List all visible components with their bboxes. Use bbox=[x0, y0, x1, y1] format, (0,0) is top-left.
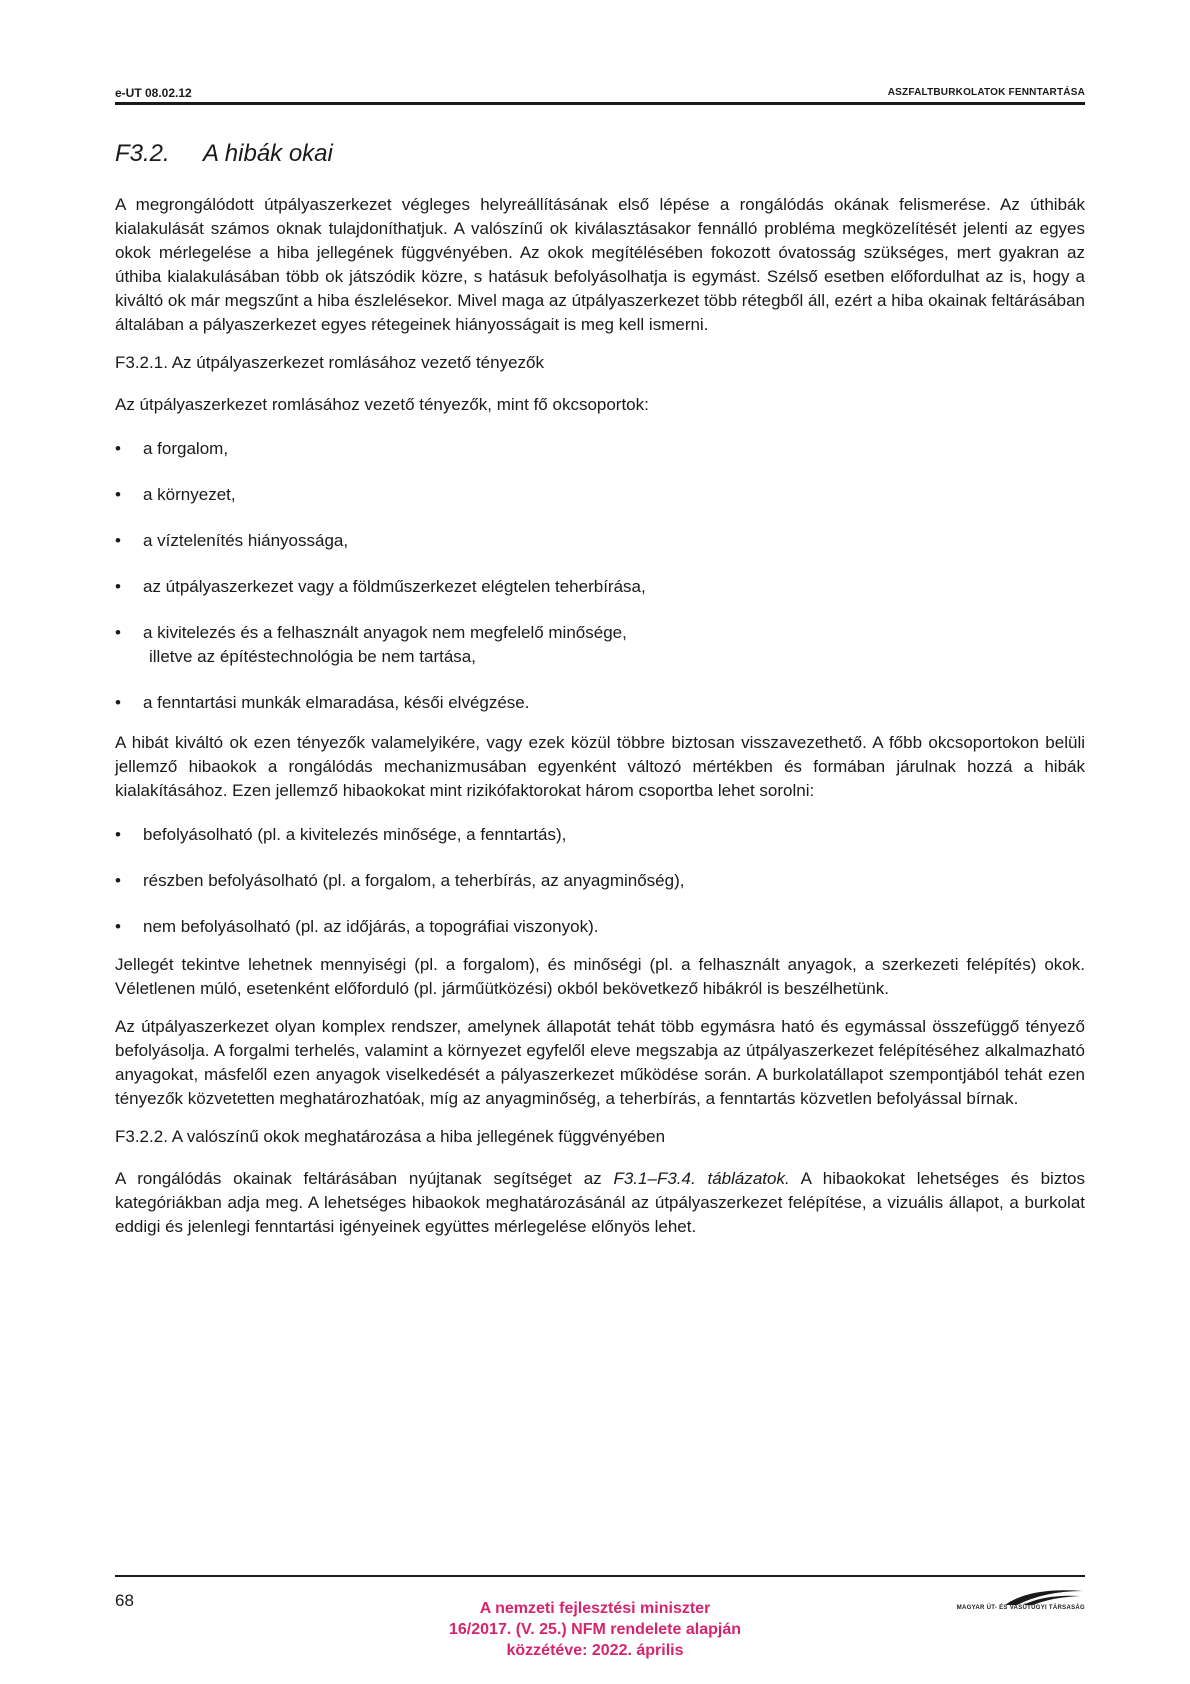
factors-paragraph: A hibát kiváltó ok ezen tényezők valamelyikére, vagy ezek közül többre biztosan visszavezethető. A főbb okcsoportokon belüli jellemző hibaokok a rongálódás mechanizmusában egyenként változó mértékben és formában járulnak hozzá a hibák kialakításához. Ezen jellemző hibaokokat mint rizikófaktorokat három csoportba lehet sorolni: bbox=[115, 733, 1085, 800]
page-content bbox=[115, 140, 1085, 1253]
character-paragraph: Jellegét tekintve lehetnek mennyiségi (pl. a forgalom), és minőségi (pl. a felhasznált anyagok, a szerkezeti felépítés) okok. Véletlenen múló, esetenként előforduló (pl. járműütközési) okból bekövetkező hibákról is beszélhetünk. bbox=[115, 955, 1085, 998]
header-rule bbox=[115, 102, 1085, 105]
bullet: • bbox=[115, 623, 121, 642]
publication-stamp: A nemzeti fejlesztési miniszter 16/2017. (V. 25.) NFM rendelete alapján közzétéve: 2022. április bbox=[449, 1600, 741, 1659]
footer-rule bbox=[115, 1575, 1085, 1577]
bullet: • bbox=[115, 825, 121, 844]
list-item: • befolyásolható (pl. a kivitelezés minősége, a fenntartás), bbox=[115, 823, 1085, 847]
section-title: A hibák okai bbox=[203, 140, 333, 167]
factor-list bbox=[115, 437, 1085, 715]
list-lead: Az útpályaszerkezet romlásához vezető tényezők, mint fő okcsoportok: bbox=[115, 395, 649, 414]
logo-swoosh-icon bbox=[935, 1585, 1085, 1607]
document-code: e-UT 08.02.12 bbox=[115, 86, 192, 100]
section-heading bbox=[115, 140, 1085, 168]
subsection-heading-1: F3.2.1. Az útpályaszerkezet romlásához vezető tényezők bbox=[115, 353, 545, 372]
bullet: • bbox=[115, 693, 121, 712]
complex-system-paragraph: Az útpályaszerkezet olyan komplex rendszer, amelynek állapotát tehát több egymásra ható és egymással összefüggő tényező befolyásolja. A forgalmi terhelés, valamint a környezet egyfelől eleve megszabja az útpályaszerkezet felépítéséhez alkalmazható anyagokat, másfelől ezen anyagok viselkedését a pályaszerkezet működése során. A burkolatállapot szempontjából tehát ezen tényezők közvetetten meghatározhatóak, míg az anyagminőség, a teherbírás, a fenntartás közvetlen befolyással bírnak. bbox=[115, 1017, 1085, 1108]
list-item: • az útpályaszerkezet vagy a földműszerkezet elégtelen teherbírása, bbox=[115, 575, 1085, 599]
list-item: • a kivitelezés és a felhasznált anyagok nem megfelelő minősége, illetve az építéstechnológia be nem tartása, bbox=[115, 621, 1085, 669]
bullet: • bbox=[115, 439, 121, 458]
bullet: • bbox=[115, 485, 121, 504]
bullet: • bbox=[115, 917, 121, 936]
risk-factor-list bbox=[115, 823, 1085, 939]
tables-paragraph: A rongálódás okainak feltárásában nyújtanak segítséget az F3.1–F3.4. táblázatok. A hibaokokat lehetséges és biztos kategóriákban adja meg. A lehetséges hibaokok meghatározásánál az útpályaszerkezet felépítése, a vizuális állapot, a burkolat eddigi és jelenlegi fenntartási igényeinek együttes mérlegelése előnyös lehet. bbox=[115, 1169, 1085, 1236]
bullet: • bbox=[115, 577, 121, 596]
list-item-continuation: illetve az építéstechnológia be nem tartása, bbox=[149, 647, 476, 666]
page-number: 68 bbox=[115, 1591, 134, 1610]
list-item: • nem befolyásolható (pl. az időjárás, a topográfiai viszonyok). bbox=[115, 915, 1085, 939]
bullet: • bbox=[115, 871, 121, 890]
document-title: ASZFALTBURKOLATOK FENNTARTÁSA bbox=[887, 87, 1085, 98]
table-reference: F3.1–F3.4. táblázatok. bbox=[613, 1169, 790, 1188]
list-item: • részben befolyásolható (pl. a forgalom, a teherbírás, az anyagminőség), bbox=[115, 869, 1085, 893]
subsection-heading-2: F3.2.2. A valószínű okok meghatározása a hiba jellegének függvényében bbox=[115, 1127, 666, 1146]
list-item: • a fenntartási munkák elmaradása, késői elvégzése. bbox=[115, 691, 1085, 715]
list-item: • a környezet, bbox=[115, 483, 1085, 507]
logo-text: MAGYAR ÚT- ÉS VASÚTÜGYI TÁRSASÁG bbox=[956, 1605, 1085, 1611]
society-logo bbox=[935, 1585, 1085, 1620]
bullet: • bbox=[115, 531, 121, 550]
intro-paragraph: A megrongálódott útpályaszerkezet végleges helyreállításának első lépése a rongálódás okának felismerése. Az úthibák kialakulását számos oknak tulajdoníthatjuk. A valószínű ok kiválasztásakor fennálló probléma megközelítését jelenti az egyes okok mérlegelése a hiba jellegének függvényében. Az okok megítélésében fokozott óvatosság szükséges, mert gyakran az úthiba kialakulásában több ok játszódik közre, s hatásuk befolyásolhatja is egymást. Szélső esetben előfordulhat az is, hogy a kiváltó ok már megszűnt a hiba észlelésekor. Mivel maga az útpályaszerkezet több rétegből áll, ezért a hiba okainak feltárásában általában a pályaszerkezet egyes rétegeinek hiányosságait is meg kell ismerni. bbox=[115, 195, 1085, 334]
list-item: • a forgalom, bbox=[115, 437, 1085, 461]
list-item: • a víztelenítés hiányossága, bbox=[115, 529, 1085, 553]
section-number: F3.2. bbox=[115, 140, 170, 167]
